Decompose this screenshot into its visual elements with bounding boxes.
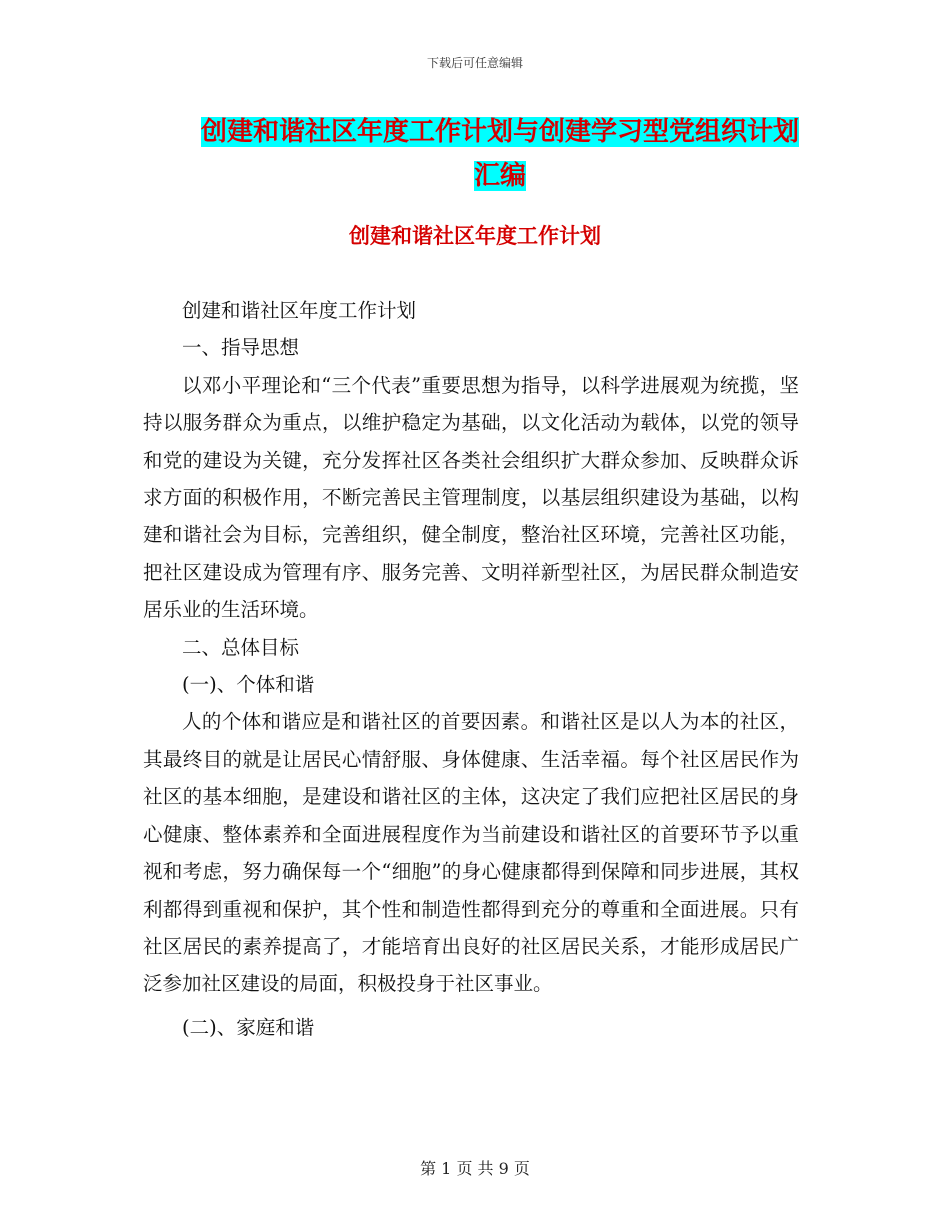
body-paragraph: 创建和谐社区年度工作计划 <box>182 299 417 322</box>
document-body <box>143 292 799 1046</box>
heading-guiding-thought: 一、指导思想 <box>182 336 300 360</box>
body-paragraph: 人的个体和谐应是和谐社区的首要因素。和谐社区是以人为本的社区，其最终目的就是让居民心情舒服、身体健康、生活幸福。每个社区居民作为社区的基本细胞，是建设和谐社区的主体，这决定了我们应把社区居民的身心健康、整体素养和全面进展程度作为当前建设和谐社区的首要环节予以重视和考虑，努力确保每一个“细胞”的身心健康都得到保障和同步进展，其权利都得到重视和保护，其个性和制造性都得到充分的尊重和全面进展。只有社区居民的素养提高了，才能培育出良好的社区居民关系，才能形成居民广泛参加社区建设的局面，积极投身于社区事业。 <box>143 710 799 996</box>
section-title: 创建和谐社区年度工作计划 <box>349 224 601 248</box>
subheading-family-harmony: (二)、家庭和谐 <box>182 1015 315 1039</box>
subheading-individual-harmony: (一)、个体和谐 <box>182 673 315 697</box>
header-note: 下载后可任意编辑 <box>426 56 523 70</box>
body-paragraph: 以邓小平理论和“三个代表”重要思想为指导，以科学进展观为统揽，坚持以服务群众为重点，以维护稳定为基础，以文化活动为载体，以党的领导和党的建设为关键，充分发挥社区各类社会组织扩大群众参加、反映群众诉求方面的积极作用，不断完善民主管理制度，以基层组织建设为基础，以构建和谐社会为目标，完善组织，健全制度，整治社区环境，完善社区功能，把社区建设成为管理有序、服务完善、文明祥新型社区，为居民群众制造安居乐业的生活环境。 <box>143 373 799 622</box>
document-title-line-2: 汇编 <box>473 161 526 191</box>
document-title <box>195 110 805 198</box>
document-title-line-1: 创建和谐社区年度工作计划与创建学习型党组织计划 <box>200 117 799 147</box>
page-footer: 第 1 页 共 9 页 <box>420 1159 530 1178</box>
heading-overall-goal: 二、总体目标 <box>182 635 300 659</box>
